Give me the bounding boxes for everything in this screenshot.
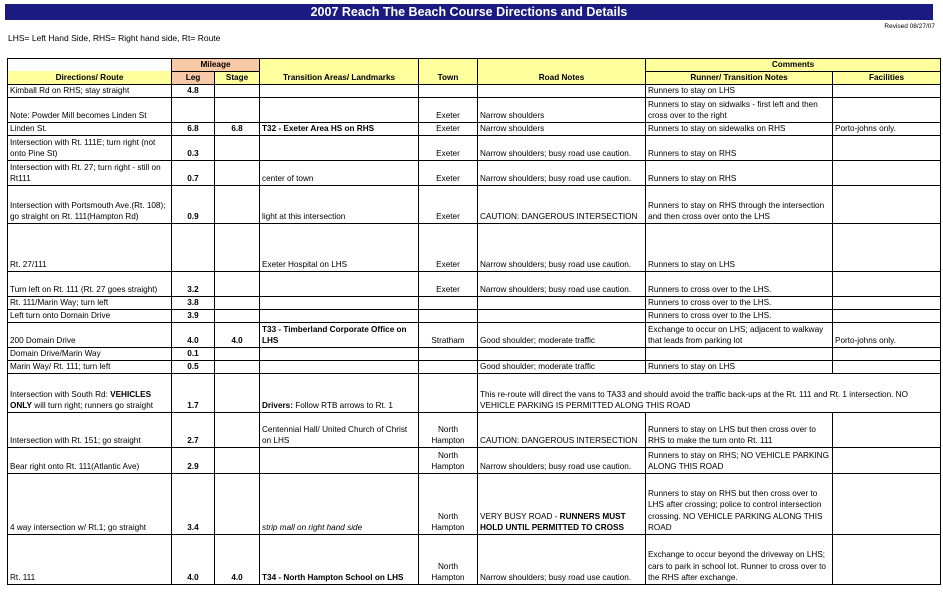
drivers-text: Follow RTB arrows to Rt. 1	[292, 401, 393, 410]
cell-leg	[172, 223, 215, 271]
cell-transition	[260, 84, 419, 97]
cell-runner-notes: Runners to stay on RHS through the intersection and then cross over onto the LHS	[646, 185, 833, 223]
drivers-label: Drivers:	[262, 401, 293, 410]
cell-runner-notes: Runners to stay on RHS; NO VEHICLE PARKING ALONG THIS ROAD	[646, 447, 833, 473]
cell-transition: T32 - Exeter Area HS on RHS	[260, 122, 419, 135]
cell-leg: 3.8	[172, 296, 215, 309]
cell-stage	[215, 360, 260, 373]
cell-town	[419, 309, 478, 322]
header-directions: Directions/ Route	[8, 71, 172, 84]
cell-runner-notes: Exchange to occur on LHS; adjacent to walkway that leads from parking lot	[646, 322, 833, 347]
cell-directions: Kimball Rd on RHS; stay straight	[8, 84, 172, 97]
table-row	[8, 97, 941, 122]
cell-facilities	[833, 412, 941, 447]
cell-leg: 6.8	[172, 122, 215, 135]
cell-transition	[260, 373, 419, 412]
cell-town: Exeter	[419, 223, 478, 271]
cell-facilities	[833, 97, 941, 122]
cell-runner-notes	[646, 347, 833, 360]
cell-stage	[215, 135, 260, 160]
cell-stage	[215, 185, 260, 223]
cell-transition: Centennial Hall/ United Church of Christ on LHS	[260, 412, 419, 447]
cell-road-notes: Narrow shoulders	[478, 97, 646, 122]
cell-stage	[215, 373, 260, 412]
cell-town: North Hampton	[419, 412, 478, 447]
header-leg: Leg	[172, 71, 215, 84]
cell-facilities	[833, 347, 941, 360]
cell-facilities	[833, 84, 941, 97]
cell-road-notes: Good shoulder; moderate traffic	[478, 322, 646, 347]
cell-road-notes: CAUTION: DANGEROUS INTERSECTION	[478, 412, 646, 447]
cell-runner-notes: Runners to stay on RHS	[646, 135, 833, 160]
cell-facilities	[833, 447, 941, 473]
cell-road-notes: CAUTION: DANGEROUS INTERSECTION	[478, 185, 646, 223]
header-mileage: Mileage	[172, 59, 260, 72]
cell-directions: 200 Domain Drive	[8, 322, 172, 347]
table-row	[8, 135, 941, 160]
cell-town: Exeter	[419, 185, 478, 223]
cell-runner-notes: Exchange to occur beyond the driveway on LHS; cars to park in school lot. Runner to cross over to the RHS after exchange.	[646, 534, 833, 584]
cell-road-notes	[478, 473, 646, 534]
cell-town: Exeter	[419, 271, 478, 296]
cell-stage	[215, 271, 260, 296]
cell-town: Stratham	[419, 322, 478, 347]
header-facilities: Facilities	[833, 71, 941, 84]
cell-leg: 0.3	[172, 135, 215, 160]
cell-road-notes: Good shoulder; moderate traffic	[478, 360, 646, 373]
cell-road-notes	[478, 309, 646, 322]
cell-transition: Exeter Hospital on LHS	[260, 223, 419, 271]
cell-directions: Intersection with Rt. 111E; turn right (not onto Pine St)	[8, 135, 172, 160]
cell-facilities	[833, 271, 941, 296]
cell-road-notes: Narrow shoulders; busy road use caution.	[478, 534, 646, 584]
cell-road-notes: Narrow shoulders; busy road use caution.	[478, 135, 646, 160]
cell-transition: light at this intersection	[260, 185, 419, 223]
cell-leg: 3.4	[172, 473, 215, 534]
cell-town: North Hampton	[419, 447, 478, 473]
table-row	[8, 84, 941, 97]
cell-town: Exeter	[419, 122, 478, 135]
cell-stage	[215, 223, 260, 271]
cell-leg: 0.1	[172, 347, 215, 360]
cell-runner-notes: Runners to stay on sidwalks - first left and then cross over to the right	[646, 97, 833, 122]
table-row	[8, 309, 941, 322]
cell-town: Exeter	[419, 135, 478, 160]
cell-leg: 4.0	[172, 534, 215, 584]
table-row	[8, 373, 941, 412]
cell-road-notes	[478, 296, 646, 309]
header-blank	[8, 59, 172, 72]
table-row	[8, 223, 941, 271]
cell-facilities	[833, 135, 941, 160]
cell-stage	[215, 296, 260, 309]
cell-directions: Intersection with Portsmouth Ave.(Rt. 108); go straight on Rt. 111(Hampton Rd)	[8, 185, 172, 223]
header-blank	[478, 59, 646, 72]
cell-facilities	[833, 534, 941, 584]
cell-road-notes: Narrow shoulders	[478, 122, 646, 135]
cell-transition	[260, 360, 419, 373]
cell-runner-notes: Runners to stay on sidewalks on RHS	[646, 122, 833, 135]
cell-facilities	[833, 223, 941, 271]
header-comments: Comments	[646, 59, 941, 72]
directions-text: will turn right; runners go straight	[32, 401, 154, 410]
cell-leg: 2.7	[172, 412, 215, 447]
header-stage: Stage	[215, 71, 260, 84]
cell-town: North Hampton	[419, 534, 478, 584]
header-runner-notes: Runner/ Transition Notes	[646, 71, 833, 84]
page-title: 2007 Reach The Beach Course Directions and Details	[5, 4, 933, 20]
cell-transition: T33 - Timberland Corporate Office on LHS	[260, 322, 419, 347]
cell-facilities	[833, 296, 941, 309]
vehicles-only-text: VEHICLES ONLY	[10, 389, 152, 410]
header-blank	[260, 59, 419, 72]
cell-runner-notes: Runners to cross over to the LHS.	[646, 296, 833, 309]
table-row	[8, 534, 941, 584]
cell-stage	[215, 97, 260, 122]
cell-reroute-note: This re-route will direct the vans to TA33 and should avoid the traffic back-ups at the Rt. 111 and Rt. 1 intersection. NO VEHICLE PARKING IS PERMITTED ALONG THIS ROAD	[478, 373, 941, 412]
cell-leg: 4.8	[172, 84, 215, 97]
cell-road-notes: Narrow shoulders; busy road use caution.	[478, 271, 646, 296]
cell-road-notes: Narrow shoulders; busy road use caution.	[478, 160, 646, 185]
cell-transition	[260, 97, 419, 122]
cell-town: Exeter	[419, 97, 478, 122]
cell-directions: Domain Drive/Marin Way	[8, 347, 172, 360]
road-note-text: VERY BUSY ROAD -	[480, 511, 560, 521]
cell-directions: 4 way intersection w/ Rt.1; go straight	[8, 473, 172, 534]
cell-stage: 4.0	[215, 322, 260, 347]
cell-runner-notes: Runners to stay on RHS but then cross over to LHS after crossing; police to control intersection crossing. NO VEHICLE PARKING ALONG THIS ROAD	[646, 473, 833, 534]
cell-leg: 0.9	[172, 185, 215, 223]
cell-runner-notes: Runners to stay on LHS	[646, 84, 833, 97]
cell-stage	[215, 309, 260, 322]
cell-directions: Rt. 111/Marin Way; turn left	[8, 296, 172, 309]
cell-stage: 4.0	[215, 534, 260, 584]
cell-directions	[8, 373, 172, 412]
cell-transition	[260, 347, 419, 360]
runners-must-hold-text: RUNNERS MUST HOLD UNTIL PERMITTED TO CROSS	[480, 511, 626, 532]
cell-directions: Turn left on Rt. 111 (Rt. 27 goes straight)	[8, 271, 172, 296]
cell-town	[419, 296, 478, 309]
cell-road-notes	[478, 347, 646, 360]
cell-leg: 4.0	[172, 322, 215, 347]
cell-town	[419, 360, 478, 373]
header-town: Town	[419, 71, 478, 84]
table-row	[8, 473, 941, 534]
cell-transition: center of town	[260, 160, 419, 185]
cell-leg: 3.9	[172, 309, 215, 322]
table-row	[8, 347, 941, 360]
table-row	[8, 296, 941, 309]
cell-directions: Intersection with Rt. 27; turn right - still on Rt111	[8, 160, 172, 185]
directions-text: Intersection with South Rd:	[10, 389, 111, 399]
cell-runner-notes: Runners to stay on LHS	[646, 223, 833, 271]
cell-runner-notes: Runners to cross over to the LHS.	[646, 271, 833, 296]
cell-runner-notes: Runners to stay on LHS but then cross over to RHS to make the turn onto Rt. 111	[646, 412, 833, 447]
cell-stage	[215, 160, 260, 185]
cell-leg: 1.7	[172, 373, 215, 412]
course-directions-table	[7, 58, 941, 585]
cell-transition: strip mall on right hand side	[260, 473, 419, 534]
cell-transition	[260, 447, 419, 473]
cell-directions: Bear right onto Rt. 111(Atlantic Ave)	[8, 447, 172, 473]
cell-stage	[215, 84, 260, 97]
header-transition: Transition Areas/ Landmarks	[260, 71, 419, 84]
table-row	[8, 271, 941, 296]
cell-facilities	[833, 160, 941, 185]
cell-directions: Note: Powder Mill becomes Linden St	[8, 97, 172, 122]
cell-road-notes	[478, 84, 646, 97]
cell-directions: Left turn onto Domain Drive	[8, 309, 172, 322]
cell-transition	[260, 296, 419, 309]
revised-date: Revised 08/27/07	[884, 23, 935, 30]
table-row	[8, 160, 941, 185]
cell-leg: 0.5	[172, 360, 215, 373]
cell-road-notes: Narrow shoulders; busy road use caution.	[478, 447, 646, 473]
cell-runner-notes: Runners to stay on LHS	[646, 360, 833, 373]
cell-transition	[260, 135, 419, 160]
cell-runner-notes: Runners to cross over to the LHS.	[646, 309, 833, 322]
cell-leg: 3.2	[172, 271, 215, 296]
cell-town	[419, 373, 478, 412]
cell-directions: Intersection with Rt. 151; go straight	[8, 412, 172, 447]
header-road-notes: Road Notes	[478, 71, 646, 84]
table-row	[8, 322, 941, 347]
table-row	[8, 360, 941, 373]
cell-road-notes: Narrow shoulders; busy road use caution.	[478, 223, 646, 271]
table-row	[8, 447, 941, 473]
cell-leg: 0.7	[172, 160, 215, 185]
cell-stage	[215, 347, 260, 360]
cell-directions: Rt. 111	[8, 534, 172, 584]
cell-stage	[215, 447, 260, 473]
header-blank	[419, 59, 478, 72]
cell-leg	[172, 97, 215, 122]
abbreviation-legend: LHS= Left Hand Side, RHS= Right hand side, Rt= Route	[8, 33, 221, 43]
cell-transition: T34 - North Hampton School on LHS	[260, 534, 419, 584]
cell-transition	[260, 271, 419, 296]
cell-town	[419, 84, 478, 97]
cell-directions: Linden St.	[8, 122, 172, 135]
cell-transition	[260, 309, 419, 322]
cell-town: North Hampton	[419, 473, 478, 534]
cell-runner-notes: Runners to stay on RHS	[646, 160, 833, 185]
cell-directions: Marin Way/ Rt. 111; turn left	[8, 360, 172, 373]
cell-facilities	[833, 360, 941, 373]
cell-facilities: Porto-johns only.	[833, 322, 941, 347]
table-row	[8, 122, 941, 135]
cell-directions: Rt. 27/111	[8, 223, 172, 271]
cell-town	[419, 347, 478, 360]
table-row	[8, 412, 941, 447]
cell-facilities	[833, 185, 941, 223]
cell-facilities	[833, 309, 941, 322]
cell-stage: 6.8	[215, 122, 260, 135]
cell-leg: 2.9	[172, 447, 215, 473]
cell-stage	[215, 412, 260, 447]
cell-stage	[215, 473, 260, 534]
table-row	[8, 185, 941, 223]
cell-facilities: Porto-johns only.	[833, 122, 941, 135]
cell-facilities	[833, 473, 941, 534]
cell-town: Exeter	[419, 160, 478, 185]
